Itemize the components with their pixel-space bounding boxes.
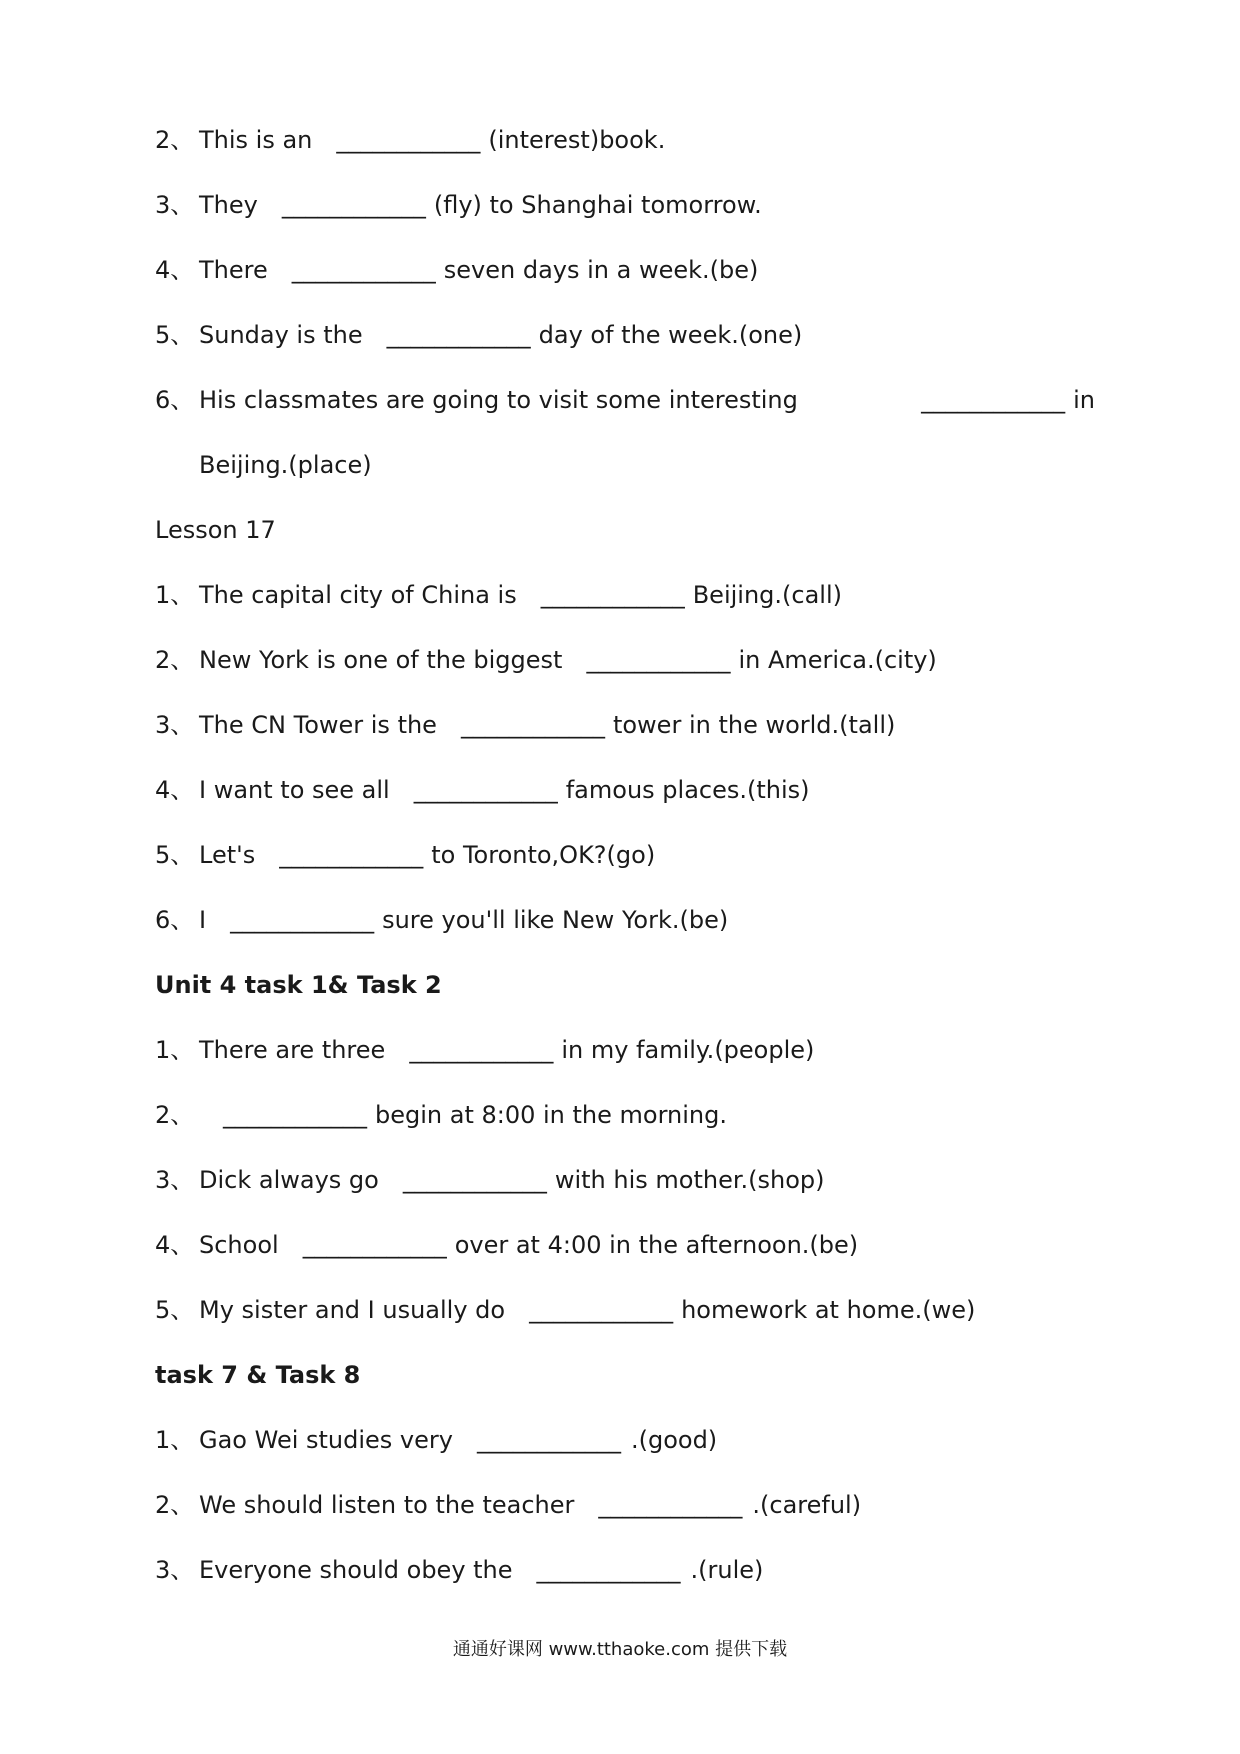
question-suffix: in America.(city) (738, 646, 937, 674)
question-prefix: This is an (199, 126, 313, 154)
answer-blank[interactable]: ____________ (460, 711, 605, 739)
question-suffix: in (1073, 386, 1095, 414)
question-prefix: My sister and I usually do (199, 1296, 506, 1324)
question-prefix: I (199, 906, 207, 934)
question-prefix: The CN Tower is the (199, 711, 437, 739)
answer-blank[interactable]: ____________ (281, 191, 426, 219)
question-suffix: .(careful) (752, 1491, 862, 1519)
answer-blank[interactable]: ____________ (413, 776, 558, 804)
question-prefix: Sunday is the (199, 321, 363, 349)
question-continuation: Beijing.(place) (199, 451, 372, 479)
question-number: 1、 (155, 581, 195, 609)
question-number: 5、 (155, 841, 195, 869)
section-heading: Unit 4 task 1& Task 2 (155, 971, 442, 999)
question-suffix: over at 4:00 in the afternoon.(be) (454, 1231, 859, 1259)
answer-blank[interactable]: ____________ (529, 1296, 674, 1324)
answer-blank[interactable]: ____________ (386, 321, 531, 349)
answer-blank[interactable]: ____________ (402, 1166, 547, 1194)
question-item (155, 710, 895, 740)
question-item (155, 255, 758, 285)
question-suffix: (interest)book. (488, 126, 666, 154)
question-number: 3、 (155, 711, 195, 739)
question-item (155, 125, 665, 155)
answer-blank[interactable]: ____________ (586, 646, 731, 674)
question-prefix: There are three (199, 1036, 386, 1064)
question-prefix: New York is one of the biggest (199, 646, 563, 674)
question-number: 3、 (155, 1556, 195, 1584)
question-item (155, 840, 655, 870)
question-number: 5、 (155, 1296, 195, 1324)
question-prefix: Everyone should obey the (199, 1556, 513, 1584)
question-suffix: .(rule) (690, 1556, 764, 1584)
question-number: 6、 (155, 906, 195, 934)
question-suffix: homework at home.(we) (681, 1296, 976, 1324)
question-suffix: begin at 8:00 in the morning. (375, 1101, 727, 1129)
question-prefix: Dick always go (199, 1166, 379, 1194)
question-item (155, 1165, 825, 1195)
question-item (155, 775, 810, 805)
question-number: 4、 (155, 776, 195, 804)
question-prefix: School (199, 1231, 279, 1259)
question-number: 1、 (155, 1426, 195, 1454)
question-item (155, 1490, 861, 1520)
question-suffix: in my family.(people) (561, 1036, 815, 1064)
question-number: 2、 (155, 126, 195, 154)
question-number: 3、 (155, 191, 195, 219)
question-suffix: seven days in a week.(be) (443, 256, 759, 284)
answer-blank[interactable]: ____________ (476, 1426, 621, 1454)
question-prefix: Gao Wei studies very (199, 1426, 453, 1454)
question-item (155, 1035, 814, 1065)
question-prefix: There (199, 256, 268, 284)
question-number: 2、 (155, 646, 195, 674)
question-suffix: Beijing.(call) (692, 581, 842, 609)
question-item (155, 1230, 858, 1260)
answer-blank[interactable]: ____________ (598, 1491, 743, 1519)
question-prefix: I want to see all (199, 776, 390, 804)
question-suffix: to Toronto,OK?(go) (431, 841, 656, 869)
question-prefix: His classmates are going to visit some interesting (199, 386, 798, 414)
question-item (155, 1555, 763, 1585)
question-suffix: day of the week.(one) (538, 321, 803, 349)
question-prefix: Let's (199, 841, 256, 869)
question-number: 4、 (155, 256, 195, 284)
answer-blank[interactable]: ____________ (223, 1101, 367, 1129)
question-item (155, 1295, 975, 1325)
question-number: 3、 (155, 1166, 195, 1194)
question-number: 4、 (155, 1231, 195, 1259)
question-suffix: .(good) (630, 1426, 718, 1454)
question-suffix: (fly) to Shanghai tomorrow. (433, 191, 762, 219)
question-item (155, 320, 802, 350)
question-number: 1、 (155, 1036, 195, 1064)
question-suffix: with his mother.(shop) (554, 1166, 825, 1194)
question-number: 2、 (155, 1491, 195, 1519)
answer-blank[interactable]: ____________ (230, 906, 375, 934)
question-number: 2、 (155, 1101, 195, 1129)
question-suffix: famous places.(this) (565, 776, 810, 804)
answer-blank[interactable]: ____________ (279, 841, 424, 869)
answer-blank[interactable]: ____________ (409, 1036, 554, 1064)
question-suffix: tower in the world.(tall) (612, 711, 896, 739)
question-prefix: We should listen to the teacher (199, 1491, 575, 1519)
question-number: 5、 (155, 321, 195, 349)
question-prefix: They (199, 191, 258, 219)
answer-blank[interactable]: ____________ (536, 1556, 681, 1584)
question-suffix: sure you'll like New York.(be) (382, 906, 729, 934)
question-item (155, 580, 842, 610)
question-item (155, 1425, 717, 1455)
section-heading: task 7 & Task 8 (155, 1361, 361, 1389)
answer-blank[interactable]: ____________ (291, 256, 436, 284)
question-item (155, 1100, 727, 1130)
answer-blank[interactable]: ____________ (921, 386, 1066, 414)
question-item (155, 905, 728, 935)
answer-blank[interactable]: ____________ (540, 581, 685, 609)
footer-text: 通通好课网 www.tthaoke.com 提供下载 (452, 1639, 788, 1660)
answer-blank[interactable]: ____________ (336, 126, 481, 154)
question-item (155, 385, 1095, 415)
question-number: 6、 (155, 386, 195, 414)
question-item (155, 645, 937, 675)
question-item (155, 190, 762, 220)
section-heading: Lesson 17 (155, 516, 276, 544)
question-prefix: The capital city of China is (199, 581, 517, 609)
answer-blank[interactable]: ____________ (302, 1231, 447, 1259)
